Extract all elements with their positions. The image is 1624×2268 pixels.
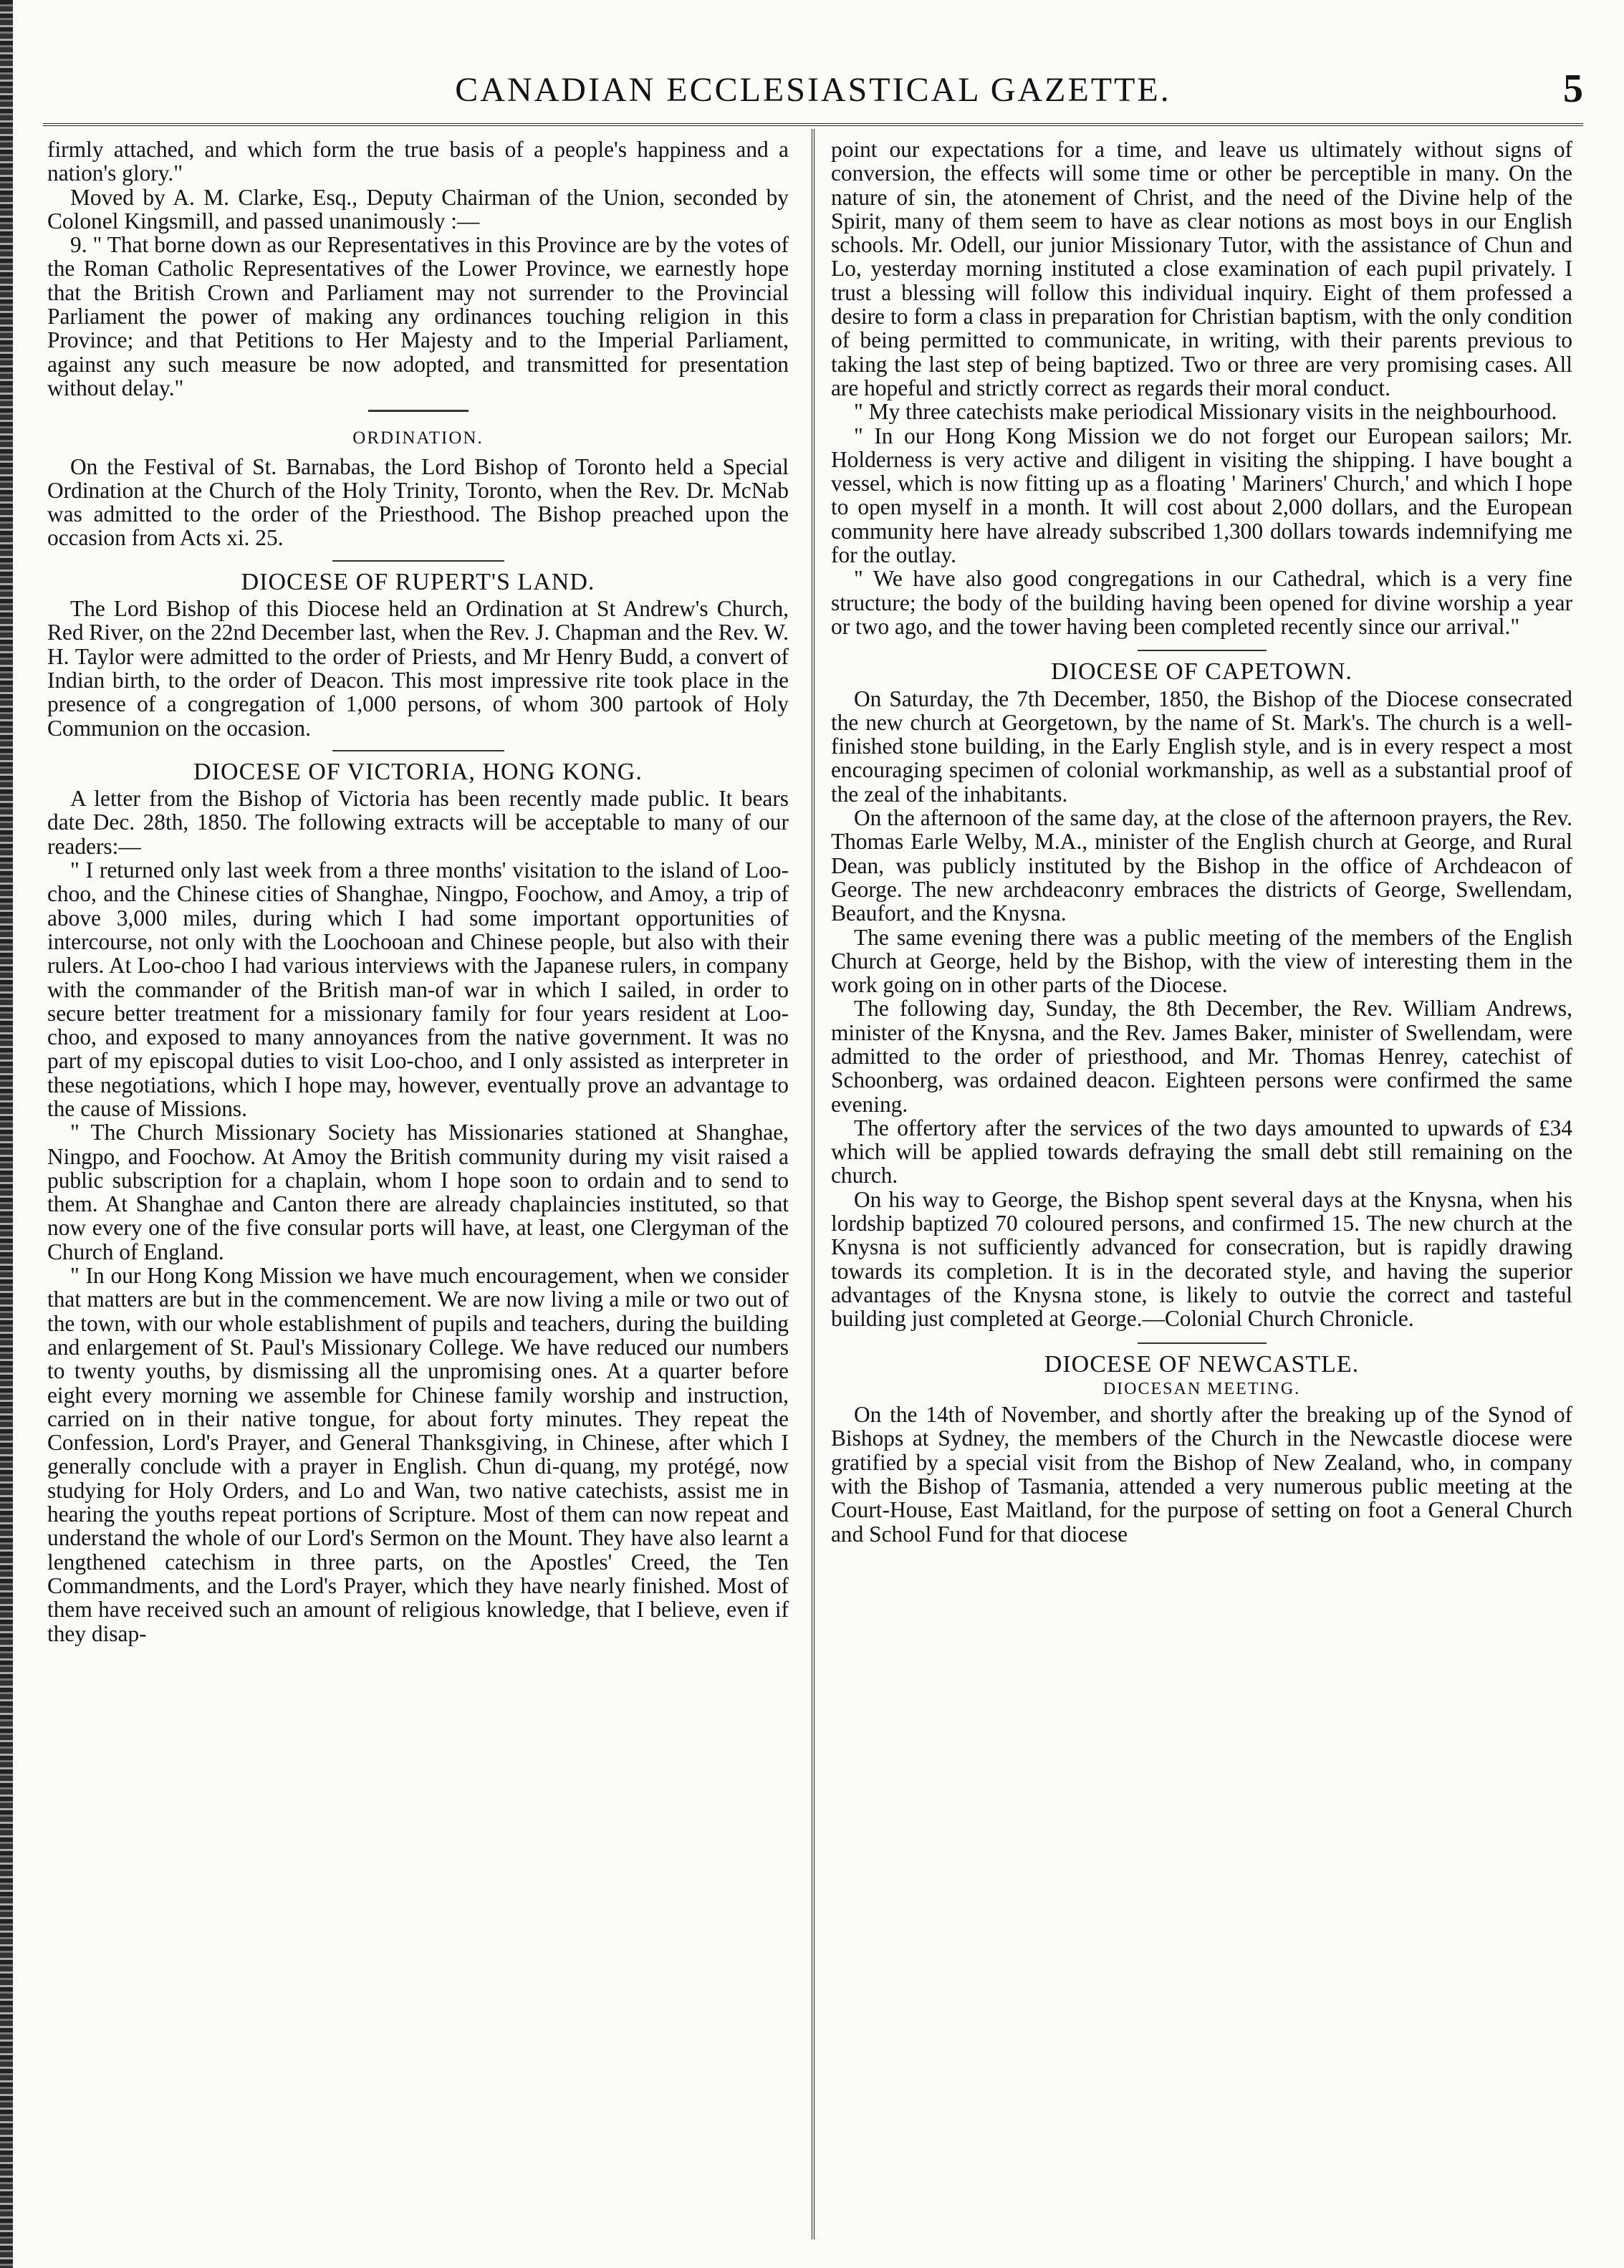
column-divider	[812, 129, 815, 2239]
section-rule	[332, 560, 504, 562]
paragraph: A letter from the Bishop of Victoria has been recently made public. It bears date Dec. 28th, 1850. The following extracts will be acceptable to many of our readers:—	[47, 786, 789, 859]
section-heading-victoria: DIOCESE OF VICTORIA, HONG KONG.	[193, 758, 643, 785]
paragraph: point our expectations for a time, and leave us ultimately without signs of conversion, the effects will some time or other be perceptible in many. On the nature of sin, the atonement of Christ, and the need of the Divine help of the Spirit, many of them seem to have as clear notions as most boys in our English schools. Mr. Odell, our junior Missionary Tutor, with the assistance of Chun and Lo, yesterday morning instituted a close examination of each pupil privately. I trust a blessing will follow this individual inquiry. Eight of them professed a desire to form a class in preparation for Christian baptism, with the only condition of being permitted to communicate, in writing, with their parents previous to taking the last step of being baptized. Two or three are very promising cases. All are hopeful and strictly correct as regards their moral conduct.	[831, 137, 1572, 400]
paragraph: " We have also good congregations in our Cathedral, which is a very fine structure; the body of the building having been opened for divine worship a year or two ago, and the tower having been completed recently since our arrival."	[831, 566, 1572, 639]
section-rule	[368, 410, 469, 412]
running-title: CANADIAN ECCLESIASTICAL GAZETTE.	[455, 71, 1171, 109]
masthead	[43, 67, 1583, 120]
section-rule	[332, 750, 504, 751]
header-rule	[43, 123, 1583, 126]
paragraph: The same evening there was a public meeting of the members of the English Church at George, held by the Bishop, with the view of interesting them in the work going on in other parts of the Diocese.	[831, 924, 1572, 998]
page-number: 5	[1563, 67, 1583, 111]
paragraph: On the 14th of November, and shortly after the breaking up of the Synod of Bishops at Sydney, the members of the Church in the Newcastle diocese were gratified by a special visit from the Bishop of New Zealand, who, in company with the Bishop of Tasmania, attended a very numerous public meeting at the Court-House, East Maitland, for the purpose of setting on foot a General Church and School Fund for that diocese	[831, 1402, 1572, 1547]
right-column	[831, 138, 1572, 1546]
section-rule	[1138, 650, 1267, 651]
paragraph: " The Church Missionary Society has Missionaries stationed at Shanghae, Ningpo, and Foochow. At Amoy the British community during my visit raised a public subscription for a chaplain, whom I hope soon to ordain and to send to them. At Shanghae and Canton there are already chaplaincies instituted, so that now every one of the five consular ports will have, at least, one Clergyman of the Church of England.	[47, 1120, 789, 1264]
section-heading-ruperts-land: DIOCESE OF RUPERT'S LAND.	[241, 568, 595, 595]
binding-edge	[0, 0, 13, 2268]
section-rule	[1138, 1342, 1267, 1344]
paragraph: On his way to George, the Bishop spent several days at the Knysna, when his lordship baptized 70 coloured persons, and confirmed 15. The new church at the Knysna is not sufficiently advanced for consecration, but is rapidly drawing towards its completion. It is in the decorated style, and having the superior advantages of the Knysna stone, is likely to outvie the correct and tasteful building just completed at George.—Colonial Church Chronicle.	[831, 1186, 1572, 1332]
left-column	[47, 138, 789, 1645]
paragraph: On Saturday, the 7th December, 1850, the Bishop of the Diocese consecrated the new church at Georgetown, by the name of St. Mark's. The church is a well-finished stone building, in the Early English style, and is in every respect a most encouraging specimen of colonial workmanship, as well as a substantial proof of the zeal of the inhabitants.	[831, 686, 1572, 807]
section-heading-ordination: ORDINATION.	[352, 428, 484, 448]
section-heading-capetown: DIOCESE OF CAPETOWN.	[1051, 658, 1352, 686]
paragraph: " In our Hong Kong Mission we do not forget our European sailors; Mr. Holderness is very active and diligent in visiting the shipping. I have bought a vessel, which is now fitting up as a floating ' Mariners' Church,' and which I hope to open myself in a month. It will cost about 2,000 dollars, and the European community here have already subscribed 1,300 dollars towards indemnifying me for the outlay.	[831, 423, 1572, 568]
paragraph: On the afternoon of the same day, at the close of the afternoon prayers, the Rev. Thomas Earle Welby, M.A., minister of the English church at George, and Rural Dean, was publicly instituted by the Bishop in the office of Archdeacon of George. The new archdeaconry embraces the districts of George, Swellendam, Beaufort, and the Knysna.	[831, 805, 1572, 926]
paragraph: " My three catechists make periodical Missionary visits in the neighbourhood.	[854, 399, 1557, 425]
paragraph: " I returned only last week from a three months' visitation to the island of Loo-choo, and the Chinese cities of Shanghae, Ningpo, Foochow, and Amoy, a trip of above 3,000 miles, during which I had some important opportunities of intercourse, not only with the Loochooan and Chinese people, but also with their rulers. At Loo-choo I had various interviews with the Japanese rulers, in company with the commander of the British man-of war in which I sailed, in order to secure better treatment for a missionary family for four years resident at Loo-choo, and exposed to many annoyances from the native government. It was no part of my episcopal duties to visit Loo-choo, and I only assisted as interpreter in these negotiations, which I hope may, however, eventually prove an advantage to the cause of Missions.	[47, 857, 789, 1121]
paragraph: " In our Hong Kong Mission we have much encouragement, when we consider that matters are but in the commencement. We are now living a mile or two out of the town, with our whole establishment of pupils and teachers, during the building and enlargement of St. Paul's Missionary College. We have reduced our numbers to twenty youths, by dismissing all the unpromising ones. At a quarter before eight every morning we assemble for Chinese family worship and instruction, carried on in their native tongue, for about forty minutes. They repeat the Confession, Lord's Prayer, and General Thanksgiving, in Chinese, after which I generally conclude with a prayer in English. Chun di-quang, my protégé, now studying for Holy Orders, and Lo and Wan, two native catechists, assist me in hearing the youths repeat portions of Scripture. Most of them can now repeat and understand the whole of our Lord's Sermon on the Mount. They have also learnt a lengthened catechism in three parts, on the Apostles' Creed, the Ten Commandments, and the Lord's Prayer, which they have nearly finished. Most of them have received such an amount of religious knowledge, that I believe, even if they disap-	[47, 1263, 789, 1646]
section-subheading: DIOCESAN MEETING.	[1102, 1379, 1301, 1398]
paragraph: The following day, Sunday, the 8th December, the Rev. William Andrews, minister of the Knysna, and the Rev. James Baker, minister of Swellendam, were admitted to the order of priesthood, and Mr. Thomas Henrey, catechist of Schoonberg, was ordained deacon. Eighteen persons were confirmed the same evening.	[831, 996, 1572, 1117]
paragraph: 9. " That borne down as our Representatives in this Province are by the votes of the Roman Catholic Representatives of the Lower Province, we earnestly hope that the British Crown and Parliament may not surrender to the Provincial Parliament the power of making any ordinances touching religion in this Province; and that Petitions to Her Majesty and to the Imperial Parliament, against any such measure be now adopted, and transmitted for presentation without delay."	[47, 232, 789, 400]
paragraph: The Lord Bishop of this Diocese held an Ordination at St Andrew's Church, Red River, on the 22nd December last, when the Rev. J. Chapman and the Rev. W. H. Taylor were admitted to the order of Priests, and Mr Henry Budd, a convert of Indian birth, to the order of Deacon. This most impressive rite took place in the presence of a congregation of 1,000 persons, of whom 300 partook of Holy Communion on the occasion.	[47, 596, 789, 741]
section-heading-newcastle: DIOCESE OF NEWCASTLE.	[1044, 1350, 1360, 1378]
paragraph: The offertory after the services of the two days amounted to upwards of £34 which will be applied towards defraying the small debt still remaining on the church.	[831, 1115, 1572, 1188]
paragraph: On the Festival of St. Barnabas, the Lord Bishop of Toronto held a Special Ordination at the Church of the Holy Trinity, Toronto, when the Rev. Dr. McNab was admitted to the order of the Priesthood. The Bishop preached upon the occasion from Acts xi. 25.	[47, 453, 789, 551]
paragraph: firmly attached, and which form the true basis of a people's happiness and a nation's glory."	[47, 137, 789, 186]
paragraph: Moved by A. M. Clarke, Esq., Deputy Chairman of the Union, seconded by Colonel Kingsmill, and passed unanimously :—	[47, 184, 789, 234]
